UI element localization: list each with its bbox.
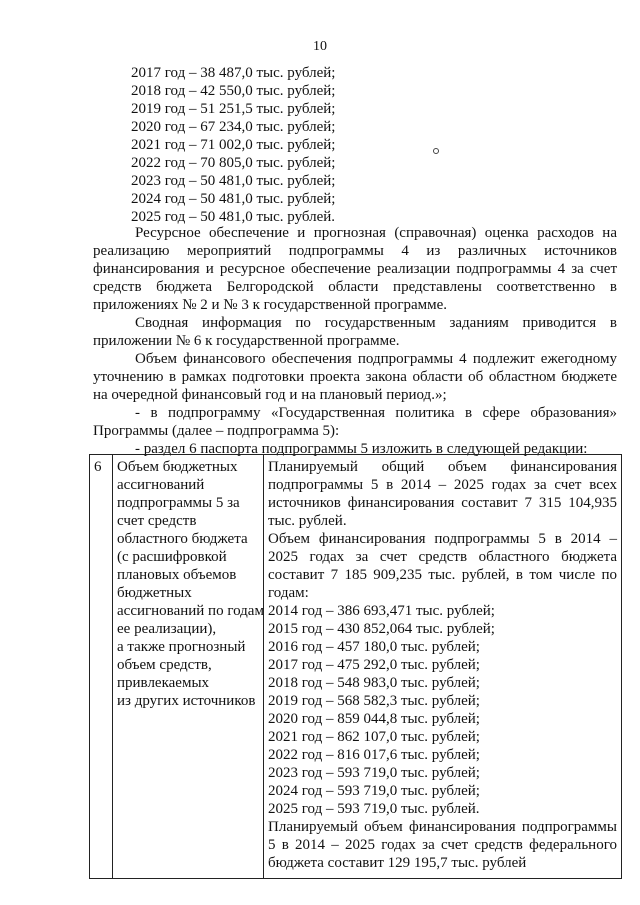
list-item: 2019 год – 51 251,5 тыс. рублей; xyxy=(131,101,336,117)
year-line: 2024 год – 593 719,0 тыс. рублей; xyxy=(268,783,480,799)
name-line: ассигнований xyxy=(117,477,205,493)
name-line: ее реализации), xyxy=(117,621,217,637)
paragraph: Сводная информация по государственным заданиям приводится в приложении № 6 к государственной программе. xyxy=(93,315,617,349)
year-line: 2017 год – 475 292,0 тыс. рублей; xyxy=(268,657,480,673)
name-line: Объем бюджетных xyxy=(117,459,238,475)
year-line: 2020 год – 859 044,8 тыс. рублей; xyxy=(268,711,480,727)
year-line: 2023 год – 593 719,0 тыс. рублей; xyxy=(268,765,480,781)
federal-funding-text: Планируемый объем финансирования подпрограммы 5 в 2014 – 2025 годах за счет средств федерального бюджета составит 129 195,7 тыс. рублей xyxy=(268,819,617,871)
name-line: а также прогнозный xyxy=(117,639,246,655)
name-line: из других источников xyxy=(117,693,256,709)
name-line: объем средств, xyxy=(117,657,212,673)
page-number: 10 xyxy=(313,39,327,54)
paragraph: - раздел 6 паспорта подпрограммы 5 изложить в следующей редакции: xyxy=(135,441,588,457)
passport-table xyxy=(89,454,622,879)
year-line: 2014 год – 386 693,471 тыс. рублей; xyxy=(268,603,495,619)
document-body xyxy=(93,224,617,458)
name-line: счет средств xyxy=(117,513,197,529)
list-item: 2024 год – 50 481,0 тыс. рублей; xyxy=(131,191,336,207)
list-item: 2020 год – 67 234,0 тыс. рублей; xyxy=(131,119,336,135)
list-item: 2017 год – 38 487,0 тыс. рублей; xyxy=(131,65,336,81)
name-line: (с расшифровкой xyxy=(117,549,227,565)
list-item: 2018 год – 42 550,0 тыс. рублей; xyxy=(131,83,336,99)
list-item: 2023 год – 50 481,0 тыс. рублей; xyxy=(131,173,336,189)
year-line: 2021 год – 862 107,0 тыс. рублей; xyxy=(268,729,480,745)
regional-funding-text: Объем финансирования подпрограммы 5 в 2014 – 2025 годах за счет средств областного бюджета составит 7 185 909,235 тыс. рублей, в том числе по годам: xyxy=(268,531,617,601)
list-item: 2021 год – 71 002,0 тыс. рублей; xyxy=(131,137,336,153)
year-line: 2025 год – 593 719,0 тыс. рублей. xyxy=(268,801,480,817)
row-value-cell xyxy=(264,455,622,879)
paragraph: Ресурсное обеспечение и прогнозная (справочная) оценка расходов на реализацию мероприятий подпрограммы 4 из различных источников финансирования и ресурсное обеспечение реализации подпрограммы 4 за счет средств бюджета Белгородской области представлены соответственно в приложениях № 2 и № 3 к государственной программе. xyxy=(93,225,617,313)
paragraph: Объем финансового обеспечения подпрограммы 4 подлежит ежегодному уточнению в рамках подготовки проекта закона области об областном бюджете на очередной финансовый год и на плановый период.»; xyxy=(93,351,617,403)
name-line: областного бюджета xyxy=(117,531,248,547)
list-item: 2022 год – 70 805,0 тыс. рублей; xyxy=(131,155,336,171)
funding-years-list xyxy=(131,64,335,226)
row-number-cell: 6 xyxy=(90,455,113,879)
total-funding-text: Планируемый общий объем финансирования подпрограммы 5 в 2014 – 2025 годах за счет всех источников финансирования составит 7 315 104,935 тыс. рублей. xyxy=(268,459,617,529)
year-line: 2018 год – 548 983,0 тыс. рублей; xyxy=(268,675,480,691)
table-row xyxy=(90,455,622,879)
year-line: 2016 год – 457 180,0 тыс. рублей; xyxy=(268,639,480,655)
year-line: 2015 год – 430 852,064 тыс. рублей; xyxy=(268,621,495,637)
year-line: 2019 год – 568 582,3 тыс. рублей; xyxy=(268,693,480,709)
stray-mark xyxy=(433,148,439,154)
paragraph: - в подпрограмму «Государственная политика в сфере образования» Программы (далее – подпрограмма 5): xyxy=(93,405,617,439)
name-line: бюджетных xyxy=(117,585,192,601)
name-line: ассигнований по годам xyxy=(117,603,264,619)
name-line: привлекаемых xyxy=(117,675,210,691)
name-line: подпрограммы 5 за xyxy=(117,495,240,511)
row-name-cell xyxy=(113,455,264,879)
name-line: плановых объемов xyxy=(117,567,237,583)
year-line: 2022 год – 816 017,6 тыс. рублей; xyxy=(268,747,480,763)
list-item: 2025 год – 50 481,0 тыс. рублей. xyxy=(131,209,336,225)
